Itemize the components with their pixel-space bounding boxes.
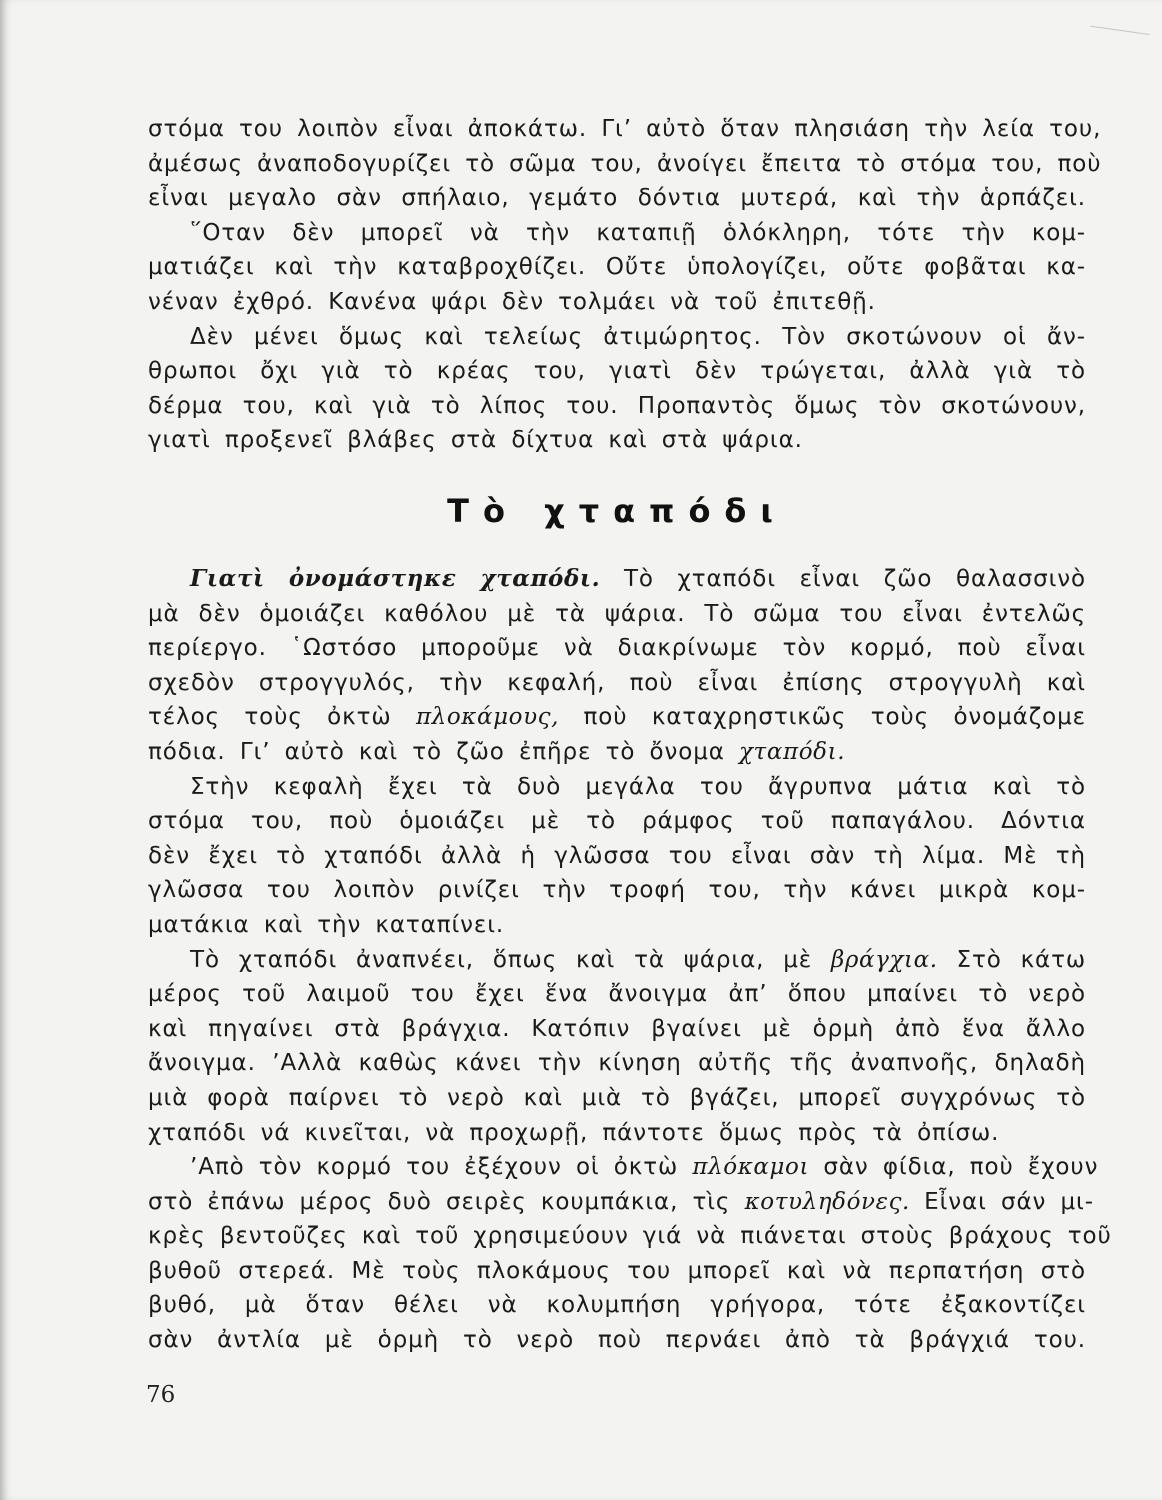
text-run: Εἶναι σάν μι- xyxy=(909,1188,1094,1215)
text-line: μέρος τοῦ λαιμοῦ του ἔχει ἕνα ἄνοιγμα ἀπ’ ὅπου μπαίνει τὸ νερὸ xyxy=(148,981,1086,1008)
text-line: γιατὶ προξενεῖ βλάβες στὰ δίχτυα καὶ στὰ ψάρια. xyxy=(148,427,803,454)
text-line: στόμα του, ποὺ ὁμοιάζει μὲ τὸ ράμφος τοῦ παπαγάλου. Δόντια xyxy=(148,808,1086,835)
text-line: ἄνοιγμα. ’Αλλὰ καθὼς κάνει τὴν κίνηση αὐτῆς τῆς ἀναπνοῆς, δηλαδὴ xyxy=(148,1050,1086,1077)
text-line: εἶναι μεγαλο σὰν σπήλαιο, γεμάτο δόντια μυτερά, καὶ τὴν ἁρπάζει. xyxy=(148,185,1086,212)
text-run: ποὺ καταχρηστικῶς τοὺς ὀνομάζομε xyxy=(559,704,1086,731)
text-line: ματιάζει καὶ τὴν καταβροχθίζει. Οὔτε ὑπολογίζει, οὔτε φοβᾶται κα- xyxy=(148,254,1086,281)
text-line: σχεδὸν στρογγυλός, τὴν κεφαλή, ποὺ εἶναι ἐπίσης στρογγυλὴ καὶ xyxy=(148,669,1086,696)
text-run: τέλος τοὺς ὀκτὼ xyxy=(148,704,416,731)
text-line xyxy=(148,700,1086,735)
page-number: 76 xyxy=(146,1382,176,1408)
text-line: μιὰ φορὰ παίρνει τὸ νερὸ καὶ μιὰ τὸ βγάζει, μπορεῖ συγχρόνως τὸ xyxy=(148,1084,1086,1111)
text-line: ἀμέσως ἀναποδογυρίζει τὸ σῶμα του, ἀνοίγει ἔπειτα τὸ στόμα του, ποὺ xyxy=(148,150,1102,177)
text-run: σὰν φίδια, ποὺ ἔχουν xyxy=(809,1154,1099,1181)
text-line: δὲν ἔχει τὸ χταπόδι ἀλλὰ ἡ γλῶσσα του εἶναι σὰν τὴ λίμα. Μὲ τὴ xyxy=(148,842,1086,869)
italic-term: πλοκάμους, xyxy=(415,704,560,731)
text-line: Στὴν κεφαλὴ ἔχει τὰ δυὸ μεγάλα του ἄγρυπνα μάτια καὶ τὸ xyxy=(190,773,1086,800)
text-run: στὸ ἐπάνω μέρος δυὸ σειρὲς κουμπάκια, τὶς xyxy=(148,1188,745,1215)
text-line xyxy=(148,1150,1099,1185)
text-line: Δὲν μένει ὅμως καὶ τελείως ἀτιμώρητος. Τὸν σκοτώνουν οἱ ἄν- xyxy=(190,323,1086,350)
text-line: περίεργο. ῾Ωστόσο μποροῦμε νὰ διακρίνωμε τὸν κορμό, ποὺ εἶναι xyxy=(148,635,1086,662)
text-line: ματάκια καὶ τὴν καταπίνει. xyxy=(148,911,505,938)
text-line: καὶ πηγαίνει στὰ βράγχια. Κατόπιν βγαίνει μὲ ὁρμὴ ἀπὸ ἕνα ἄλλο xyxy=(148,1015,1086,1042)
text-run: Τὸ χταπόδι ἀναπνέει, ὅπως καὶ τὰ ψάρια, μὲ xyxy=(190,946,831,973)
text-line: σὰν ἀντλία μὲ ὁρμὴ τὸ νερὸ ποὺ περνάει ἀπὸ τὰ βράγχιά του. xyxy=(148,1327,1086,1354)
text-run: Στὸ κάτω xyxy=(937,946,1087,973)
text-run: ’Απὸ τὸν κορμό του ἐξέχουν οἱ ὀκτὼ xyxy=(190,1154,693,1181)
text-line: βυθό, μὰ ὅταν θέλει νὰ κολυμπήση γρήγορα, τότε ἐξακοντίζει xyxy=(148,1292,1086,1319)
body-text-section-1 xyxy=(148,112,1102,458)
text-line: γλῶσσα του λοιπὸν ρινίζει τὴν τροφή του, τὴν κάνει μικρὰ κομ- xyxy=(148,877,1086,904)
text-line: χταπόδι νά κινεῖται, νὰ προχωρῇ, πάντοτε ὅμως πρὸς τὰ ὀπίσω. xyxy=(148,1119,1000,1146)
text-line: ῞Οταν δὲν μπορεῖ νὰ τὴν καταπιῇ ὁλόκληρη, τότε τὴν κομ- xyxy=(190,219,1086,246)
text-line: στόμα του λοιπὸν εἶναι ἀποκάτω. Γι’ αὐτὸ ὅταν πλησιάση τὴν λεία του, xyxy=(148,116,1102,142)
italic-term: βράγχια. xyxy=(830,946,938,973)
section-title: Τὸ χταπόδι xyxy=(447,492,787,530)
page-corner-mark xyxy=(1090,0,1154,35)
body-text-section-2 xyxy=(148,562,1112,1358)
text-line xyxy=(148,562,1086,597)
text-line: νέναν ἐχθρό. Κανένα ψάρι δὲν τολμάει νὰ τοῦ ἐπιτεθῇ. xyxy=(148,288,876,315)
text-line xyxy=(148,943,1086,978)
text-line: κρὲς βεντοῦζες καὶ τοῦ χρησιμεύουν γιά νὰ πιάνεται στοὺς βράχους τοῦ xyxy=(148,1223,1112,1250)
text-line: δέρμα του, καὶ γιὰ τὸ λίπος του. Προπαντὸς ὅμως τὸν σκοτώνουν, xyxy=(148,392,1086,419)
italic-term: πλόκαμοι xyxy=(692,1154,810,1181)
text-line: θρωποι ὄχι γιὰ τὸ κρέας του, γιατὶ δὲν τρώγεται, ἀλλὰ γιὰ τὸ xyxy=(148,358,1086,385)
italic-term: χταπόδι. xyxy=(739,738,846,765)
text-line xyxy=(148,735,1086,770)
text-line xyxy=(148,1185,1094,1220)
italic-term: κοτυληδόνες. xyxy=(744,1188,910,1215)
text-run: Τὸ χταπόδι εἶναι ζῶο θαλασσινὸ xyxy=(600,566,1086,592)
subheading: Γιατὶ ὀνομάστηκε χταπόδι. xyxy=(190,565,601,592)
text-line: βυθοῦ στερεά. Μὲ τοὺς πλοκάμους του μπορεῖ καὶ νὰ περπατήση στὸ xyxy=(148,1257,1086,1284)
text-run: πόδια. Γι’ αὐτὸ καὶ τὸ ζῶο ἐπῆρε τὸ ὄνομα xyxy=(148,738,739,765)
text-line: μὰ δὲν ὁμοιάζει καθόλου μὲ τὰ ψάρια. Τὸ σῶμα του εἶναι ἐντελῶς xyxy=(148,600,1086,627)
